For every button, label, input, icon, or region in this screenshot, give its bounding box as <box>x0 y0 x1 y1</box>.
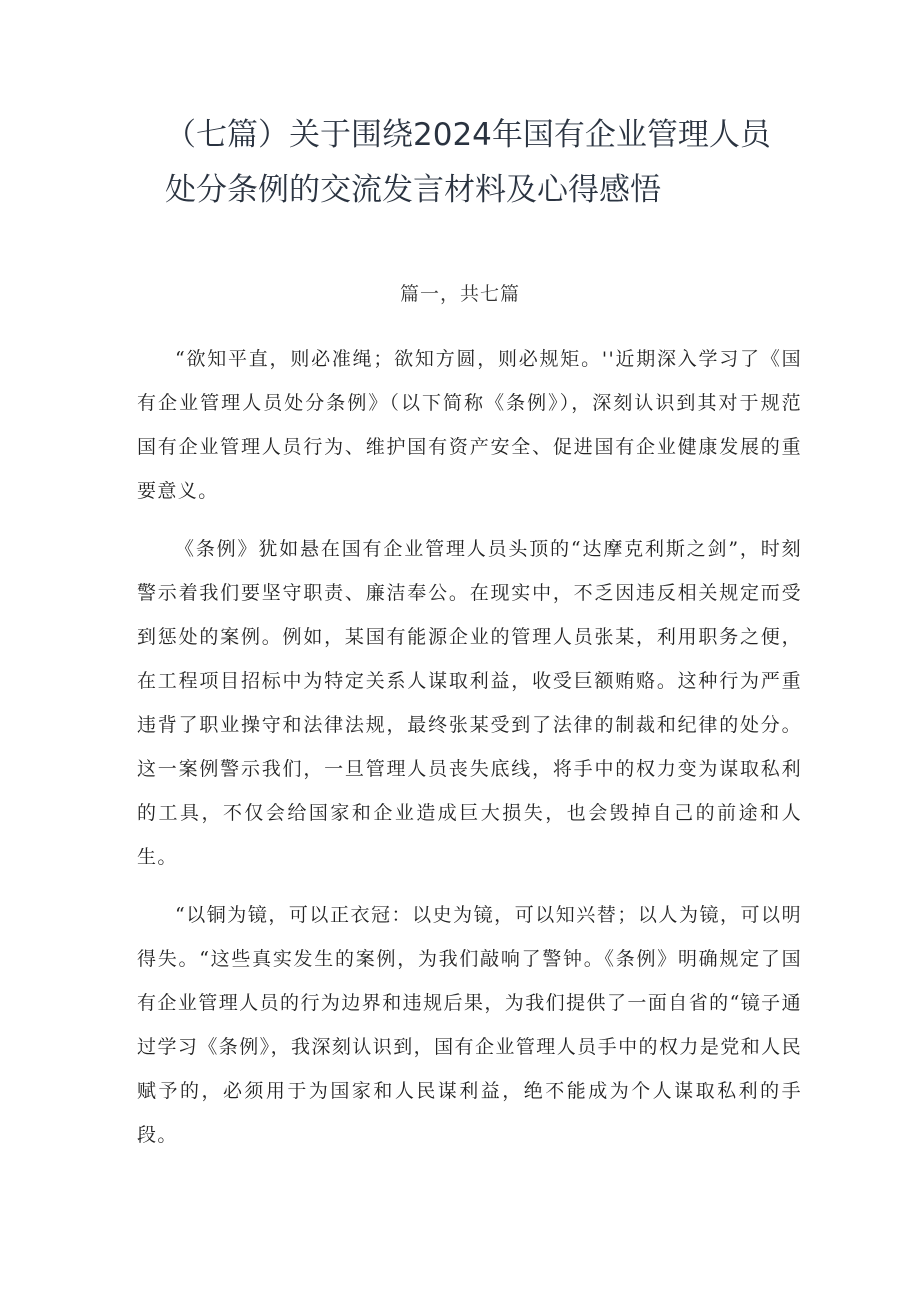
title-line-2: 处分条例的交流发言材料及心得感悟 <box>165 172 661 208</box>
document-title <box>165 108 825 218</box>
paragraph-2: 《条例》犹如悬在国有企业管理人员头顶的“达摩克利斯之剑”，时刻警示着我们要坚守职责、廉洁奉公。在现实中，不乏因违反相关规定而受到惩处的案例。例如，某国有能源企业的管理人员张某，利用职务之便，在工程项目招标中为特定关系人谋取利益，收受巨额贿赂。这种行为严重违背了职业操守和法律法规，最终张某受到了法律的制裁和纪律的处分。这一案例警示我们，一旦管理人员丧失底线，将手中的权力变为谋取私利的工具，不仅会给国家和企业造成巨大损失，也会毁掉自己的前途和人生。 <box>137 538 802 868</box>
title-line-1: （七篇）关于围绕2024年国有企业管理人员 <box>165 117 771 153</box>
paragraph-1: “欲知平直，则必准绳；欲知方圆，则必规矩。''近期深入学习了《国有企业管理人员处分条例》（以下简称《条例》），深刻认识到其对于规范国有企业管理人员行为、维护国有资产安全、促进国有企业健康发展的重要意义。 <box>137 348 802 502</box>
section-heading: 篇一，共七篇 <box>399 283 520 305</box>
document-body <box>137 337 802 1171</box>
paragraph-3: “以铜为镜，可以正衣冠：以史为镜，可以知兴替；以人为镜，可以明得失。“这些真实发生的案例，为我们敲响了警钟。《条例》明确规定了国有企业管理人员的行为边界和违规后果，为我们提供了一面自省的“镜子通过学习《条例》，我深刻认识到，国有企业管理人员手中的权力是党和人民赋予的，必须用于为国家和人民谋利益，绝不能成为个人谋取私利的手段。 <box>137 904 802 1146</box>
